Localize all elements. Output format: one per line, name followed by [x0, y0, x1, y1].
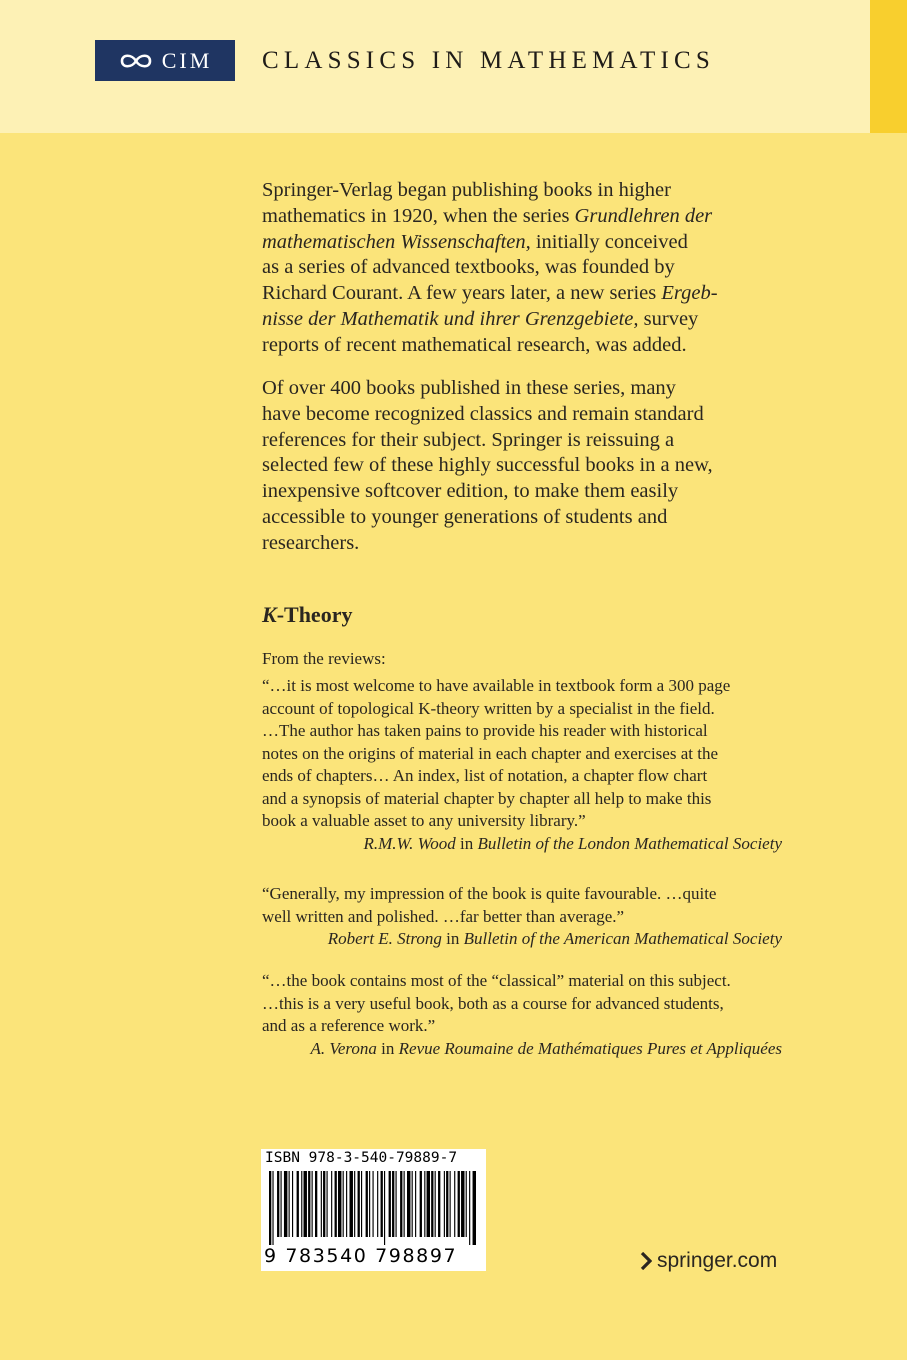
barcode-bar — [321, 1171, 322, 1237]
barcode-bar — [354, 1171, 355, 1237]
review-line: and as a reference work.” — [262, 1016, 436, 1035]
publisher-url: springer.com — [657, 1249, 778, 1272]
barcode-bar — [284, 1171, 287, 1237]
barcode-bar — [343, 1171, 344, 1237]
review-line: well written and polished. …far better than average.” — [262, 906, 625, 926]
review-line: “…it is most welcome to have available in textbook form a 300 page — [262, 676, 731, 695]
barcode-bar — [435, 1171, 436, 1237]
barcode-bar — [404, 1171, 405, 1237]
barcode-bar — [346, 1171, 347, 1237]
barcode-bar — [277, 1171, 279, 1237]
publisher-link[interactable] — [640, 1249, 777, 1273]
barcode-bar — [458, 1171, 460, 1237]
reviews-intro: From the reviews: — [262, 649, 386, 668]
barcode-bar — [315, 1171, 317, 1237]
text-line: nisse der Mathematik und ihrer Grenzgebiete, survey — [262, 307, 699, 330]
barcode-bar — [450, 1171, 451, 1237]
text-line: references for their subject. Springer is reissuing a — [262, 428, 675, 451]
review-line: and a synopsis of material chapter by chapter all help to make this — [262, 788, 712, 808]
text-line: Springer-Verlag began publishing books in higher — [262, 179, 671, 201]
header-band — [0, 0, 870, 133]
intro-paragraph-2 — [262, 376, 787, 557]
barcode-bar — [469, 1171, 470, 1245]
review-line: book a valuable asset to any university library.” — [262, 811, 586, 830]
barcode-bar — [444, 1171, 445, 1237]
review-line: “…the book contains most of the “classical” material on this subject. — [262, 971, 731, 990]
barcode-bar — [292, 1171, 293, 1237]
barcode-bar — [366, 1171, 368, 1237]
barcode-bar — [384, 1171, 385, 1245]
barcode-bar — [289, 1171, 290, 1237]
review-line: …this is a very useful book, both as a course for advanced students, — [262, 993, 724, 1013]
review-line: …The author has taken pains to provide his reader with historical — [262, 721, 708, 740]
infinity-icon — [118, 51, 154, 71]
barcode-bar — [454, 1171, 455, 1237]
isbn-barcode — [261, 1149, 486, 1271]
review-1 — [262, 675, 782, 855]
intro-paragraph-1 — [262, 178, 787, 359]
review-2 — [262, 883, 782, 951]
barcode-bar — [301, 1171, 302, 1237]
barcode-bar — [377, 1171, 378, 1237]
barcode-bar — [431, 1171, 433, 1237]
review-3 — [262, 970, 782, 1060]
review-attribution: Robert E. Strong in Bulletin of the American Mathematical Society — [327, 929, 782, 948]
barcode-bar — [269, 1171, 271, 1245]
text-line: inexpensive softcover edition, to make them easily — [262, 480, 679, 503]
barcode-bar — [373, 1171, 374, 1237]
barcode-bar — [415, 1171, 416, 1237]
barcode-bar — [304, 1171, 307, 1237]
header-accent-tab — [870, 0, 907, 133]
barcode-bars — [269, 1171, 479, 1245]
barcode-bar — [400, 1171, 402, 1237]
review-attribution: R.M.W. Wood in Bulletin of the London Mathematical Society — [363, 833, 782, 853]
barcode-bar — [297, 1171, 299, 1237]
text-line: selected few of these highly successful books in a new, — [262, 454, 713, 477]
isbn-label: ISBN 978-3-540-79889-7 — [265, 1150, 458, 1166]
ean-digits: 9 783540 798897 — [264, 1245, 458, 1267]
logo-text: CIM — [161, 47, 213, 73]
text-line: Of over 400 books published in these series, many — [262, 377, 676, 399]
barcode-bar — [381, 1171, 383, 1237]
barcode-bar — [466, 1171, 467, 1237]
barcode-bar — [407, 1171, 410, 1237]
barcode-bar — [335, 1171, 337, 1237]
barcode-bar — [369, 1171, 370, 1237]
barcode-bar — [461, 1171, 464, 1237]
review-line: ends of chapters… An index, list of notation, a chapter flow chart — [262, 766, 708, 785]
barcode-bar — [473, 1171, 476, 1245]
text-line: mathematischen Wissenschaften, initially conceived — [262, 230, 688, 253]
review-attribution: A. Verona in Revue Roumaine de Mathématiques Pures et Appliquées — [310, 1038, 782, 1058]
barcode-bar — [358, 1171, 360, 1237]
barcode-bar — [272, 1171, 273, 1245]
text-line: Richard Courant. A few years later, a new series Ergeb- — [262, 282, 718, 305]
barcode-bar — [396, 1171, 397, 1237]
text-line: have become recognized classics and remain standard — [262, 402, 704, 425]
cim-logo — [95, 40, 235, 81]
barcode-bar — [424, 1171, 425, 1237]
barcode-bar — [392, 1171, 394, 1237]
review-line: “Generally, my impression of the book is quite favourable. …quite — [262, 884, 717, 903]
barcode-bar — [350, 1171, 353, 1237]
barcode-bar — [412, 1171, 413, 1237]
barcode-bar — [327, 1171, 328, 1237]
barcode-bar — [389, 1171, 391, 1237]
barcode-bar — [338, 1171, 341, 1237]
text-line: mathematics in 1920, when the series Grundlehren der — [262, 204, 713, 227]
barcode-bar — [308, 1171, 310, 1237]
series-title: CLASSICS IN MATHEMATICS — [262, 47, 715, 74]
text-line: reports of recent mathematical research, was added. — [262, 333, 687, 356]
barcode-bar — [312, 1171, 313, 1237]
text-line: researchers. — [262, 531, 360, 554]
barcode-bar — [323, 1171, 325, 1237]
barcode-bar — [281, 1171, 282, 1237]
barcode-bar — [361, 1171, 362, 1237]
review-line: notes on the origins of material in each chapter and exercises at the — [262, 743, 718, 763]
barcode-bar — [438, 1171, 440, 1237]
barcode-bar — [446, 1171, 448, 1237]
barcode-bar — [331, 1171, 332, 1237]
review-line: account of topological K-theory written by a specialist in the field. — [262, 698, 715, 718]
text-line: accessible to younger generations of students and — [262, 505, 668, 528]
book-title: K-Theory — [262, 602, 353, 627]
barcode-bar — [420, 1171, 422, 1237]
barcode-bar — [427, 1171, 430, 1237]
chevron-right-icon — [640, 1252, 652, 1270]
text-line: as a series of advanced textbooks, was founded by — [262, 256, 675, 279]
